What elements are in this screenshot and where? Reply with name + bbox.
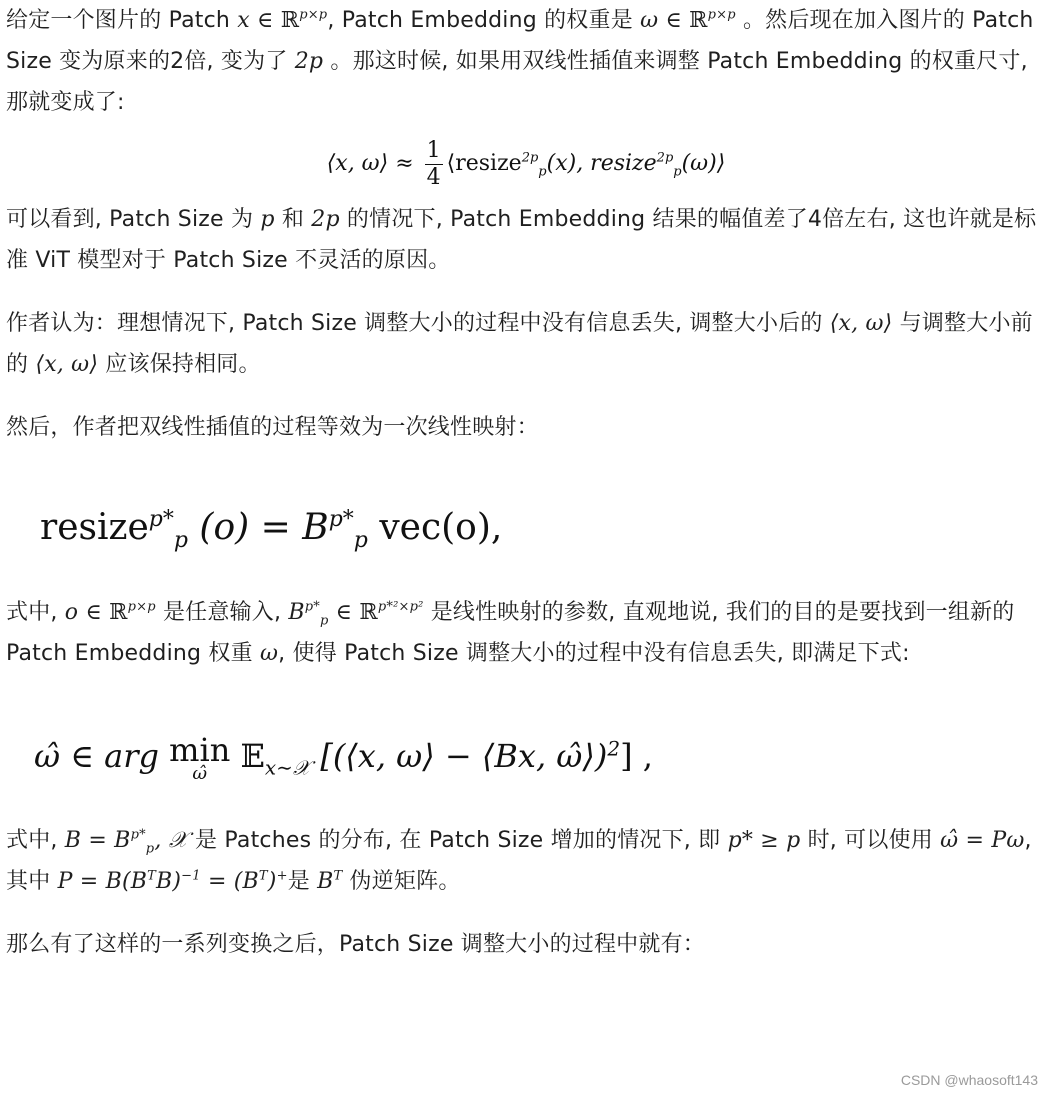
text: , Patch Embedding 的权重是: [327, 8, 641, 33]
math-var: 2p: [311, 207, 340, 232]
text: 与调整大小前的: [6, 311, 1033, 377]
math-var: ): [267, 869, 277, 894]
text: 的情况下, Patch Embedding 结果的幅值差了4倍左右, 这也许就是标准 ViT 模型对于 Patch Size 不灵活的原因。: [6, 207, 1037, 273]
math-subscript: p: [673, 164, 682, 180]
equation-resize: [6, 468, 1046, 588]
math-var: o: [64, 600, 79, 625]
argmin-block: [169, 730, 231, 784]
math-superscript: p*: [148, 507, 174, 532]
min-operator: min: [169, 730, 231, 769]
math-subscript: x∼𝒳: [264, 755, 311, 780]
math-var: ⟨x, ω⟩: [829, 311, 893, 336]
article-body: [6, 0, 1046, 965]
paragraph-definitions: [6, 592, 1046, 674]
math-superscript: p*: [130, 827, 146, 843]
text: 式中,: [6, 600, 65, 625]
math-var: B: [288, 600, 305, 625]
math-var: p: [260, 207, 275, 232]
eq-term: resize: [40, 507, 149, 548]
math-symbol: ∈ ℝ: [658, 8, 708, 33]
math-subscript: p: [319, 613, 329, 629]
math-superscript: T: [258, 868, 268, 884]
min-subscript: ω̂: [192, 762, 208, 784]
fraction-numerator: 1: [426, 137, 441, 163]
expectation-symbol: 𝔼: [230, 737, 265, 775]
math-superscript: T: [147, 868, 157, 884]
math-superscript: 2p: [521, 150, 539, 166]
text: 和: [274, 207, 312, 232]
math-superscript: +: [276, 868, 288, 884]
text: 式中,: [6, 828, 65, 853]
text: 然后，作者把双线性插值的过程等效为一次线性映射：: [6, 415, 539, 440]
eq-term: ] ,: [620, 737, 653, 775]
text: 是: [287, 869, 318, 894]
text: 时, 可以使用: [800, 828, 941, 853]
eq-term: vec(o),: [367, 507, 503, 548]
math-superscript: p*: [304, 599, 320, 615]
math-superscript: 2: [607, 736, 621, 761]
text: 。那这时候, 如果用双线性插值来调整 Patch Embedding 的权重尺寸, 那就变成了:: [6, 49, 1028, 115]
math-var: , 𝒳: [154, 828, 188, 853]
math-subscript: p: [538, 164, 547, 180]
math-var: ⟨x, ω⟩: [35, 352, 99, 377]
csdn-watermark: CSDN @whaosoft143: [900, 1072, 1038, 1088]
eq-lhs: ⟨x, ω⟩ ≈: [326, 151, 414, 176]
math-superscript: p×p: [127, 599, 156, 615]
fraction: [425, 138, 443, 191]
math-subscript: p: [353, 528, 368, 554]
math-superscript: p*²×p²: [377, 599, 424, 615]
text: 给定一个图片的 Patch: [6, 8, 238, 33]
text: 那么有了这样的一系列变换之后，Patch Size 调整大小的过程中就有：: [6, 932, 705, 957]
math-var: ω̂ = Pω: [940, 828, 1025, 853]
math-superscript: T: [333, 868, 343, 884]
math-var: 2p: [294, 49, 324, 74]
math-var: ω: [640, 8, 659, 33]
math-superscript: −1: [181, 868, 201, 884]
text: 是任意输入,: [155, 600, 289, 625]
math-superscript: p*: [328, 507, 354, 532]
text: 可以看到, Patch Size 为: [6, 207, 261, 232]
math-superscript: p×p: [707, 7, 736, 23]
eq-term: [(⟨x, ω⟩ − ⟨Bx, ω̂⟩): [310, 737, 608, 775]
math-var: B): [156, 869, 182, 894]
eq-term: (ω)⟩: [681, 151, 726, 176]
equation-argmin: [6, 696, 1046, 816]
text: 是线性映射的参数, 直观地说, 我们的目的是要找到一组新的 Patch Embedding 权重: [6, 600, 1015, 666]
eq-term: (x), resize: [546, 151, 657, 176]
paragraph-intro: [6, 0, 1046, 123]
paragraph-pseudo-inverse: [6, 820, 1046, 902]
math-subscript: p: [173, 528, 188, 554]
math-var: p* ≥ p: [727, 828, 801, 853]
paragraph-conclusion: [6, 924, 1046, 965]
text: 是 Patches 的分布, 在 Patch Size 增加的情况下, 即: [187, 828, 728, 853]
math-symbol: ∈ ℝ: [78, 600, 128, 625]
text: 应该保持相同。: [98, 352, 261, 377]
math-superscript: p×p: [299, 7, 328, 23]
paragraph-linear-map: [6, 407, 1046, 448]
text: , 使得 Patch Size 调整大小的过程中没有信息丢失, 即满足下式:: [278, 641, 910, 666]
eq-term: ⟨resize: [446, 151, 522, 176]
equation-approx: [6, 129, 1046, 199]
paragraph-observation: [6, 199, 1046, 281]
math-var: x: [237, 8, 250, 33]
math-superscript: 2p: [656, 150, 674, 166]
eq-term: ω̂ ∈ arg: [34, 737, 159, 775]
math-var: P = B(B: [57, 869, 148, 894]
text: 。然后现在加入图片的 Patch Size 变为原来的2倍, 变为了: [6, 8, 1034, 74]
text: , 其中: [6, 828, 1032, 894]
math-subscript: p: [145, 841, 155, 857]
text: 伪逆矩阵。: [342, 869, 461, 894]
math-var: ω: [260, 641, 279, 666]
math-var: B = B: [64, 828, 131, 853]
math-var: = (B: [200, 869, 259, 894]
math-symbol: ∈ ℝ: [328, 600, 378, 625]
fraction-denominator: 4: [426, 164, 441, 190]
paragraph-author-view: [6, 303, 1046, 385]
text: 作者认为：理想情况下, Patch Size 调整大小的过程中没有信息丢失, 调整大小后的: [6, 311, 830, 336]
eq-term: (o) = B: [187, 507, 329, 548]
math-var: B: [317, 869, 334, 894]
math-symbol: ∈ ℝ: [249, 8, 300, 33]
